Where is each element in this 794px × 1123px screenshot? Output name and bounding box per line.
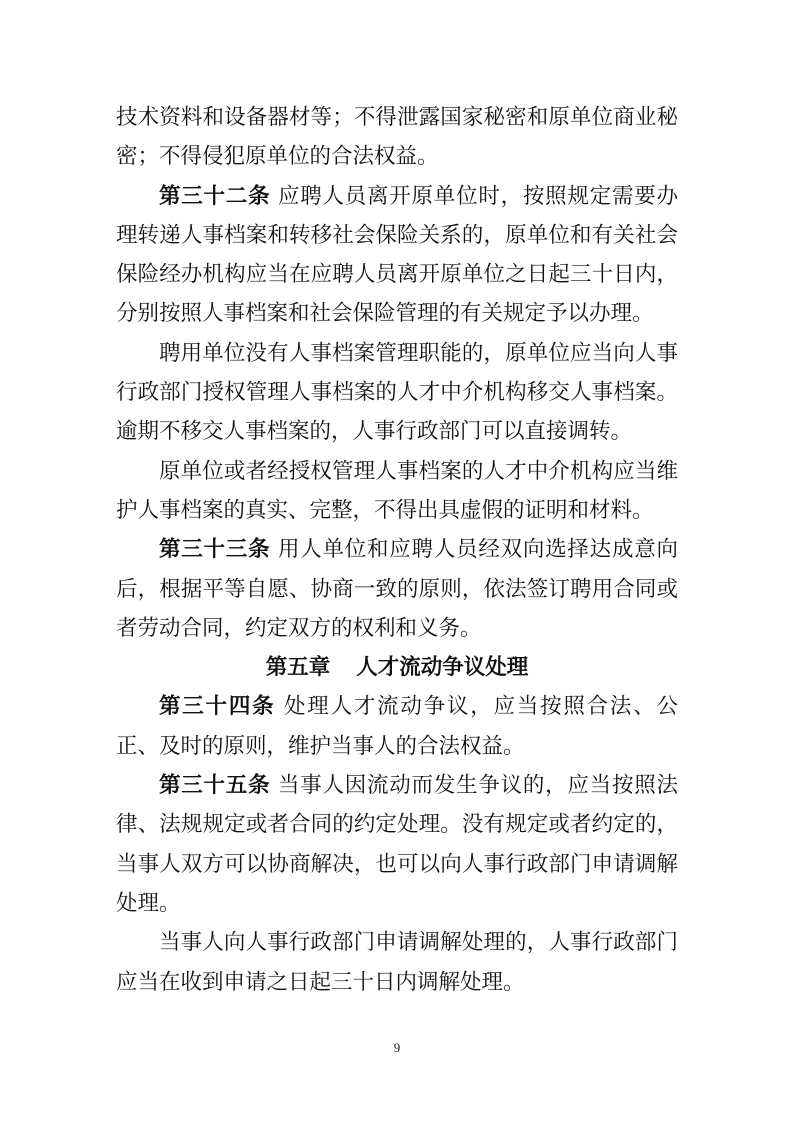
- paragraph-text: 当事人向人事行政部门申请调解处理的，人事行政部门应当在收到申请之日起三十日内调解处理。: [116, 930, 678, 995]
- paragraph: [116, 334, 678, 452]
- paragraph: [116, 452, 678, 531]
- paragraph-text: 原单位或者经授权管理人事档案的人才中介机构应当维护人事档案的真实、完整，不得出具虚假的证明和材料。: [116, 458, 678, 523]
- article-35: [116, 766, 678, 923]
- article-number: 第三十五条: [159, 773, 271, 799]
- page-number: 9: [393, 1040, 401, 1055]
- paragraph: [116, 923, 678, 1002]
- chapter-number: 第五章: [265, 655, 331, 681]
- article-number: 第三十四条: [159, 694, 276, 720]
- article-33: [116, 530, 678, 648]
- paragraph-continuation: [116, 98, 678, 177]
- paragraph-text: 处理人才流动争议，应当按照合法、公正、及时的原则，维护当事人的合法权益。: [116, 694, 678, 759]
- article-number: 第三十二条: [159, 183, 271, 209]
- paragraph-text: 技术资料和设备器材等；不得泄露国家秘密和原单位商业秘密；不得侵犯原单位的合法权益。: [116, 105, 678, 170]
- paragraph-text: 应聘人员离开原单位时，按照规定需要办理转递人事档案和转移社会保险关系的，原单位和有关社会保险经办机构应当在应聘人员离开原单位之日起三十日内，分别按照人事档案和社会保险管理的有关规定予以办理。: [116, 183, 678, 327]
- article-32: [116, 177, 678, 334]
- paragraph-text: 当事人因流动而发生争议的，应当按照法律、法规规定或者合同的约定处理。没有规定或者约定的，当事人双方可以协商解决，也可以向人事行政部门申请调解处理。: [116, 773, 678, 916]
- article-34: [116, 687, 678, 766]
- chapter-title: 人才流动争议处理: [356, 655, 529, 681]
- chapter-heading: [116, 648, 678, 687]
- paragraph-text: 聘用单位没有人事档案管理职能的，原单位应当向人事行政部门授权管理人事档案的人才中介机构移交人事档案。逾期不移交人事档案的，人事行政部门可以直接调转。: [116, 340, 678, 445]
- document-body: [116, 98, 678, 1002]
- paragraph-text: 用人单位和应聘人员经双向选择达成意向后，根据平等自愿、协商一致的原则，依法签订聘用合同或者劳动合同，约定双方的权利和义务。: [116, 537, 678, 641]
- article-number: 第三十三条: [159, 537, 271, 563]
